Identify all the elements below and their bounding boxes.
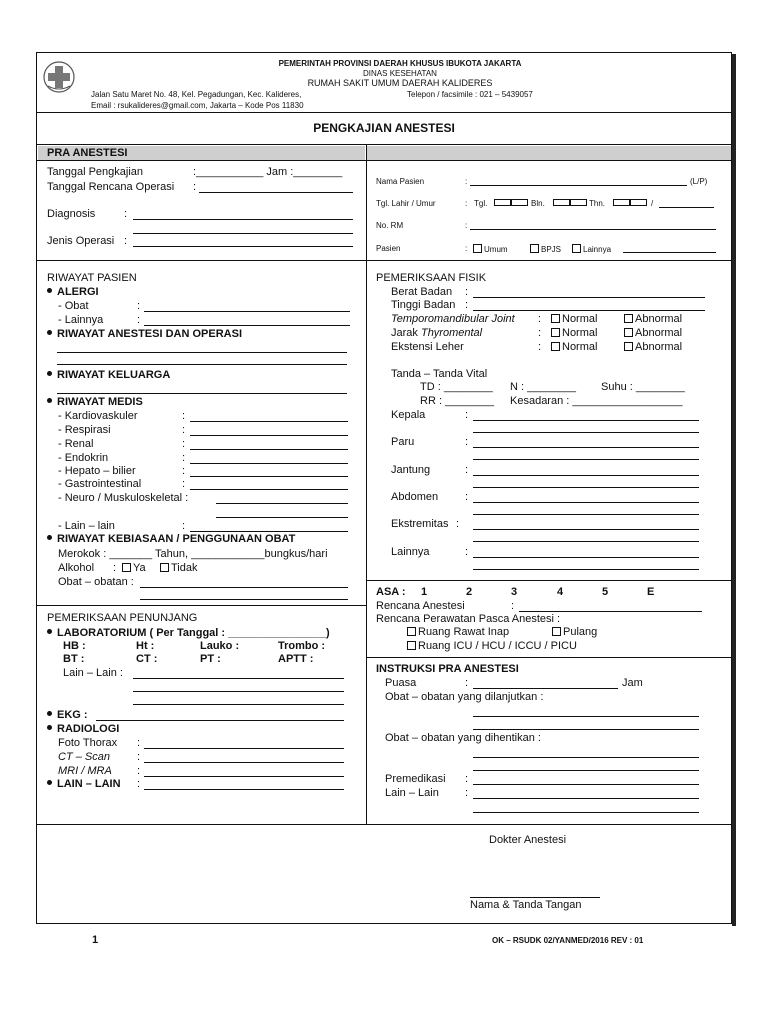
aptt-label: APTT : — [278, 653, 314, 665]
no-rm-label: No. RM — [376, 221, 404, 230]
neuro-field[interactable] — [216, 503, 348, 504]
pulang-checkbox[interactable] — [552, 627, 561, 636]
ekstensi-label: Ekstensi Leher — [391, 341, 464, 353]
medis-item: - Kardiovaskuler — [58, 410, 138, 422]
divider — [36, 824, 732, 825]
organ-label: Paru — [391, 436, 415, 448]
fisik-heading: PEMERIKSAAN FISIK — [376, 272, 487, 284]
icu-checkbox[interactable] — [407, 641, 416, 650]
colon: : — [137, 765, 141, 777]
lain-field[interactable] — [190, 531, 348, 532]
lainnya-field[interactable] — [623, 252, 716, 253]
keluarga-field[interactable] — [57, 393, 347, 394]
obat-lanjut-label: Obat – obatan yang dilanjutkan : — [385, 691, 544, 703]
premedikasi-field[interactable] — [473, 784, 699, 785]
merokok-row: Merokok : _______ Tahun, ____________bungkus/hari — [58, 548, 328, 560]
premedikasi-label: Premedikasi — [385, 773, 446, 785]
colon: : — [465, 286, 469, 298]
organ-field[interactable] — [473, 569, 699, 570]
colon: : — [113, 562, 117, 574]
thn-label: Thn. — [589, 199, 606, 208]
pra-heading: PRA ANESTESI — [47, 147, 128, 159]
td-field[interactable]: TD : ________ — [420, 381, 493, 393]
alkohol-label: Alkohol — [58, 562, 95, 574]
radiologi-label: RADIOLOGI — [57, 723, 120, 735]
organ-label: Ekstremitas — [391, 518, 449, 530]
bullet-icon — [47, 535, 52, 540]
rencana-anestesi-label: Rencana Anestesi — [376, 600, 465, 612]
puasa-field[interactable] — [473, 688, 618, 689]
ya-checkbox[interactable] — [122, 563, 131, 572]
asa-option[interactable]: 3 — [511, 586, 518, 598]
asa-option[interactable]: 1 — [421, 586, 428, 598]
colon: : — [182, 424, 186, 436]
colon: : — [465, 409, 469, 421]
kebiasaan-heading — [47, 533, 295, 546]
diagnosis-field[interactable] — [133, 219, 353, 220]
header-address: Jalan Satu Maret No. 48, Kel. Pegadungan, Kec. Kalideres, — [91, 90, 302, 99]
asa-option[interactable]: E — [647, 586, 655, 598]
colon: : — [182, 438, 186, 450]
foto-thorax-label: Foto Thorax — [58, 737, 118, 749]
obat-alergi-field[interactable] — [144, 311, 350, 312]
berat-field[interactable] — [473, 297, 705, 298]
option-lainnya[interactable] — [572, 244, 611, 255]
dokter-anestesi-label: Dokter Anestesi — [489, 834, 567, 846]
divider — [36, 605, 366, 606]
bullet-icon — [47, 711, 52, 716]
perawatan-label: Rencana Perawatan Pasca Anestesi : — [376, 613, 561, 625]
medis-item: - Renal — [58, 438, 94, 450]
colon: : — [465, 299, 469, 311]
gender-suffix: (L/P) — [690, 177, 708, 186]
medis-field[interactable] — [190, 489, 348, 490]
obat-lanjut-field-2[interactable] — [473, 729, 699, 730]
obat-lanjut-field[interactable] — [473, 716, 699, 717]
lain-lain-field[interactable] — [144, 789, 344, 790]
divider — [36, 144, 732, 145]
tanggal-rencana-field[interactable] — [199, 192, 353, 193]
divider — [366, 580, 732, 581]
colon: : — [465, 244, 468, 253]
header-hospital: RUMAH SAKIT UMUM DAERAH KALIDERES — [307, 78, 493, 88]
obat-henti-field-2[interactable] — [473, 770, 699, 771]
obat-label: - Obat — [58, 300, 89, 312]
organ-field[interactable] — [473, 529, 699, 530]
organ-label: Lainnya — [391, 546, 430, 558]
colon: : — [137, 737, 141, 749]
header-line2: DINAS KESEHATAN — [363, 69, 437, 78]
colon: : — [124, 235, 128, 247]
cross-logo-icon — [42, 60, 76, 94]
anestesi-heading — [47, 328, 242, 341]
ekg-field[interactable] — [96, 720, 344, 721]
colon: : — [465, 491, 469, 503]
medis-field[interactable] — [190, 463, 348, 464]
jenis-operasi-label: Jenis Operasi — [47, 235, 115, 247]
lain-lab-field-3[interactable] — [133, 704, 344, 705]
abnormal-label: Abnormal — [635, 313, 683, 325]
suhu-field[interactable]: Suhu : ________ — [601, 381, 685, 393]
lain-lain-label: LAIN – LAIN — [57, 778, 121, 790]
organ-field[interactable] — [473, 432, 699, 433]
normal-checkbox[interactable] — [551, 328, 560, 337]
abnormal-label: Abnormal — [635, 327, 683, 339]
puasa-label: Puasa — [385, 677, 417, 689]
organ-field[interactable] — [473, 459, 699, 460]
divider — [366, 657, 732, 658]
organ-label: Abdomen — [391, 491, 439, 503]
colon: : — [465, 773, 469, 785]
tidak-checkbox[interactable] — [160, 563, 169, 572]
divider — [36, 260, 732, 261]
option-umum[interactable] — [473, 244, 508, 255]
medis-field[interactable] — [190, 449, 348, 450]
no-rm-field[interactable] — [470, 229, 716, 230]
tmj-abnormal[interactable] — [624, 313, 682, 326]
lainnya-alergi-label: - Lainnya — [58, 314, 104, 326]
icu-label: Ruang ICU / HCU / ICCU / PICU — [418, 640, 577, 652]
colon: : — [456, 518, 460, 530]
ekg-label: EKG : — [57, 709, 88, 721]
asa-label: ASA : — [376, 586, 406, 598]
radiologi-heading — [47, 723, 119, 736]
obat-obatan-field[interactable] — [140, 587, 348, 588]
anestesi-field-2[interactable] — [57, 364, 347, 365]
abnormal-checkbox[interactable] — [624, 342, 633, 351]
medis-item: - Respirasi — [58, 424, 111, 436]
thyro-normal[interactable] — [551, 327, 597, 340]
lab-label: LABORATORIUM ( Per Tanggal : ________________) — [57, 627, 330, 639]
organ-field[interactable] — [473, 447, 699, 448]
normal-label: Normal — [562, 327, 598, 339]
lain-lab-label: Lain – Lain : — [63, 667, 123, 679]
ya-label: Ya — [133, 562, 146, 574]
obat-henti-label: Obat – obatan yang dihentikan : — [385, 732, 541, 744]
colon: : — [465, 436, 469, 448]
asa-option[interactable]: 5 — [602, 586, 609, 598]
obat-henti-field[interactable] — [473, 757, 699, 758]
colon: : — [538, 327, 542, 339]
hospital-logo — [42, 60, 76, 94]
hb-label: HB : — [63, 640, 86, 652]
normal-label: Normal — [562, 341, 598, 353]
divider — [36, 160, 732, 161]
form-shadow — [732, 54, 736, 926]
lain-instruksi-field[interactable] — [473, 798, 699, 799]
bullet-icon — [47, 398, 52, 403]
organ-label: Jantung — [391, 464, 431, 476]
lain-lab-field[interactable] — [133, 678, 344, 679]
ht-label: Ht : — [136, 640, 155, 652]
colon: : — [193, 181, 197, 193]
organ-field[interactable] — [473, 475, 699, 476]
slash: / — [651, 199, 654, 208]
keluarga-label: RIWAYAT KELUARGA — [57, 369, 171, 381]
lainnya-alergi-field[interactable] — [144, 325, 350, 326]
abnormal-label: Abnormal — [635, 341, 683, 353]
asa-option[interactable]: 2 — [466, 586, 473, 598]
option-pulang[interactable] — [552, 626, 597, 639]
divider — [36, 112, 732, 113]
nama-pasien-field[interactable] — [470, 185, 687, 186]
diagnosis-field-2[interactable] — [133, 233, 353, 234]
bpjs-label: BPJS — [541, 245, 562, 254]
thyromental-word: Thyromental — [420, 327, 483, 339]
option-bpjs[interactable] — [530, 244, 561, 255]
vital-heading: Tanda – Tanda Vital — [391, 368, 488, 380]
lauko-label: Lauko : — [200, 640, 240, 652]
tanggal-pengkajian-jam: :___________ Jam :________ — [193, 166, 343, 178]
lain-instruksi-field-2[interactable] — [473, 812, 699, 813]
tanggal-rencana-label: Tanggal Rencana Operasi — [47, 181, 175, 193]
keluarga-heading — [47, 369, 170, 382]
colon: : — [465, 546, 469, 558]
colon: : — [465, 177, 468, 186]
tinggi-field[interactable] — [473, 310, 705, 311]
medis-field[interactable] — [190, 435, 348, 436]
tmj-normal[interactable] — [551, 313, 597, 326]
normal-checkbox[interactable] — [551, 314, 560, 323]
pasien-label: Pasien — [376, 244, 401, 253]
neuro-label: - Neuro / Muskuloskeletal : — [58, 492, 189, 504]
tgl-lahir-label: Tgl. Lahir / Umur — [376, 199, 436, 208]
bullet-icon — [47, 629, 52, 634]
obat-obatan-label: Obat – obatan : — [58, 576, 134, 588]
colon: : — [182, 520, 186, 532]
colon: : — [124, 208, 128, 220]
colon: : — [465, 199, 468, 208]
rawat-inap-checkbox[interactable] — [407, 627, 416, 636]
section-bar — [367, 146, 731, 160]
instruksi-heading: INSTRUKSI PRA ANESTESI — [376, 663, 519, 675]
colon: : — [182, 465, 186, 477]
pulang-label: Pulang — [563, 626, 598, 638]
bt-label: BT : — [63, 653, 85, 665]
thyro-abnormal[interactable] — [624, 327, 682, 340]
riwayat-heading: RIWAYAT PASIEN — [47, 272, 137, 284]
colon: : — [182, 452, 186, 464]
organ-field[interactable] — [473, 541, 699, 542]
tinggi-label: Tinggi Badan — [391, 299, 456, 311]
medis-heading — [47, 396, 143, 409]
asa-option[interactable]: 4 — [557, 586, 564, 598]
medis-label: RIWAYAT MEDIS — [57, 396, 143, 408]
bln-box-2[interactable] — [569, 199, 587, 206]
bpjs-checkbox[interactable] — [530, 244, 539, 253]
signature-line[interactable] — [470, 897, 600, 898]
pt-label: PT : — [200, 653, 221, 665]
umum-checkbox[interactable] — [473, 244, 482, 253]
option-icu[interactable] — [407, 640, 577, 653]
option-rawat-inap[interactable] — [407, 626, 509, 639]
lain-lain-heading — [47, 778, 121, 791]
kesadaran-field[interactable]: Kesadaran : __________________ — [510, 395, 683, 407]
colon: : — [137, 751, 141, 763]
foto-thorax-field[interactable] — [144, 748, 344, 749]
colon: : — [465, 677, 469, 689]
bullet-icon — [47, 371, 52, 376]
medis-item: - Gastrointestinal — [58, 478, 142, 490]
colon: : — [182, 410, 186, 422]
lain-lab-field-2[interactable] — [133, 691, 344, 692]
jam-label: Jam — [622, 677, 643, 689]
bullet-icon — [47, 330, 52, 335]
bullet-icon — [47, 725, 52, 730]
organ-field[interactable] — [473, 557, 699, 558]
rencana-anestesi-field[interactable] — [519, 611, 702, 612]
rr-field[interactable]: RR : ________ — [420, 395, 494, 407]
bullet-icon — [47, 780, 52, 785]
obat-obatan-field-2[interactable] — [140, 599, 348, 600]
thn-box-2[interactable] — [629, 199, 647, 206]
tgl-box-2[interactable] — [510, 199, 528, 206]
jarak-label — [391, 327, 482, 340]
colon: : — [137, 300, 141, 312]
umur-field[interactable] — [659, 207, 714, 208]
nama-tanda-tangan-label: Nama & Tanda Tangan — [470, 899, 582, 911]
anestesi-label: RIWAYAT ANESTESI DAN OPERASI — [57, 328, 242, 340]
lainnya-checkbox[interactable] — [572, 244, 581, 253]
colon: : — [538, 313, 542, 325]
bln-label: Bln. — [531, 199, 545, 208]
colon: : — [465, 787, 469, 799]
medis-item: - Hepato – bilier — [58, 465, 136, 477]
column-divider — [366, 144, 367, 824]
organ-field[interactable] — [473, 420, 699, 421]
colon: : — [511, 600, 515, 612]
nama-pasien-label: Nama Pasien — [376, 177, 425, 186]
alergi-label: ALERGI — [57, 286, 99, 298]
lain-label: - Lain – lain — [58, 520, 115, 532]
tmj-label: Temporomandibular Joint — [391, 313, 515, 325]
header-phone: Telepon / facsimile : 021 – 5439057 — [407, 90, 533, 99]
colon: : — [137, 778, 141, 790]
medis-field[interactable] — [190, 421, 348, 422]
organ-field[interactable] — [473, 502, 699, 503]
colon: : — [465, 221, 468, 230]
mri-label: MRI / MRA — [58, 765, 112, 777]
colon: : — [465, 464, 469, 476]
tidak-label: Tidak — [171, 562, 198, 574]
lainnya-label: Lainnya — [583, 245, 612, 254]
abnormal-checkbox[interactable] — [624, 314, 633, 323]
jarak-word: Jarak — [391, 327, 418, 339]
normal-checkbox[interactable] — [551, 342, 560, 351]
ct-scan-label: CT – Scan — [58, 751, 110, 763]
neuro-field-2[interactable] — [216, 517, 348, 518]
anestesi-field[interactable] — [57, 352, 347, 353]
lab-heading — [47, 627, 330, 640]
form-code: OK – RSUDK 02/YANMED/2016 REV : 01 — [492, 936, 644, 945]
ct-scan-field[interactable] — [144, 762, 344, 763]
page-title: PENGKAJIAN ANESTESI — [313, 121, 455, 135]
trombo-label: Trombo : — [278, 640, 326, 652]
abnormal-checkbox[interactable] — [624, 328, 633, 337]
n-field[interactable]: N : ________ — [510, 381, 577, 393]
mri-field[interactable] — [144, 776, 344, 777]
jenis-operasi-field[interactable] — [133, 246, 353, 247]
umum-label: Umum — [484, 245, 508, 254]
penunjang-heading: PEMERIKSAAN PENUNJANG — [47, 612, 198, 624]
colon: : — [538, 341, 542, 353]
medis-item: - Endokrin — [58, 452, 109, 464]
header-email: Email : rsukalideres@gmail.com, Jakarta – Kode Pos 11830 — [91, 101, 304, 110]
ekg-heading — [47, 709, 88, 722]
tgl-label: Tgl. — [474, 199, 488, 208]
ekstensi-normal[interactable] — [551, 341, 597, 354]
ekstensi-abnormal[interactable] — [624, 341, 682, 354]
lain-instruksi-label: Lain – Lain — [385, 787, 439, 799]
organ-field[interactable] — [473, 487, 699, 488]
header-line1: PEMERINTAH PROVINSI DAERAH KHUSUS IBUKOTA JAKARTA — [278, 59, 522, 68]
diagnosis-label: Diagnosis — [47, 208, 96, 220]
kebiasaan-label: RIWAYAT KEBIASAAN / PENGGUNAAN OBAT — [57, 533, 296, 545]
organ-field[interactable] — [473, 514, 699, 515]
ct-label: CT : — [136, 653, 158, 665]
alergi-heading — [47, 286, 99, 299]
colon: : — [137, 314, 141, 326]
berat-label: Berat Badan — [391, 286, 453, 298]
normal-label: Normal — [562, 313, 598, 325]
page-number: 1 — [92, 934, 99, 946]
option-tidak[interactable] — [160, 562, 198, 575]
colon: : — [182, 478, 186, 490]
option-ya[interactable] — [122, 562, 146, 575]
medis-field[interactable] — [190, 476, 348, 477]
rawat-inap-label: Ruang Rawat Inap — [418, 626, 510, 638]
organ-label: Kepala — [391, 409, 426, 421]
tanggal-pengkajian-label: Tanggal Pengkajian — [47, 166, 144, 178]
bullet-icon — [47, 288, 52, 293]
